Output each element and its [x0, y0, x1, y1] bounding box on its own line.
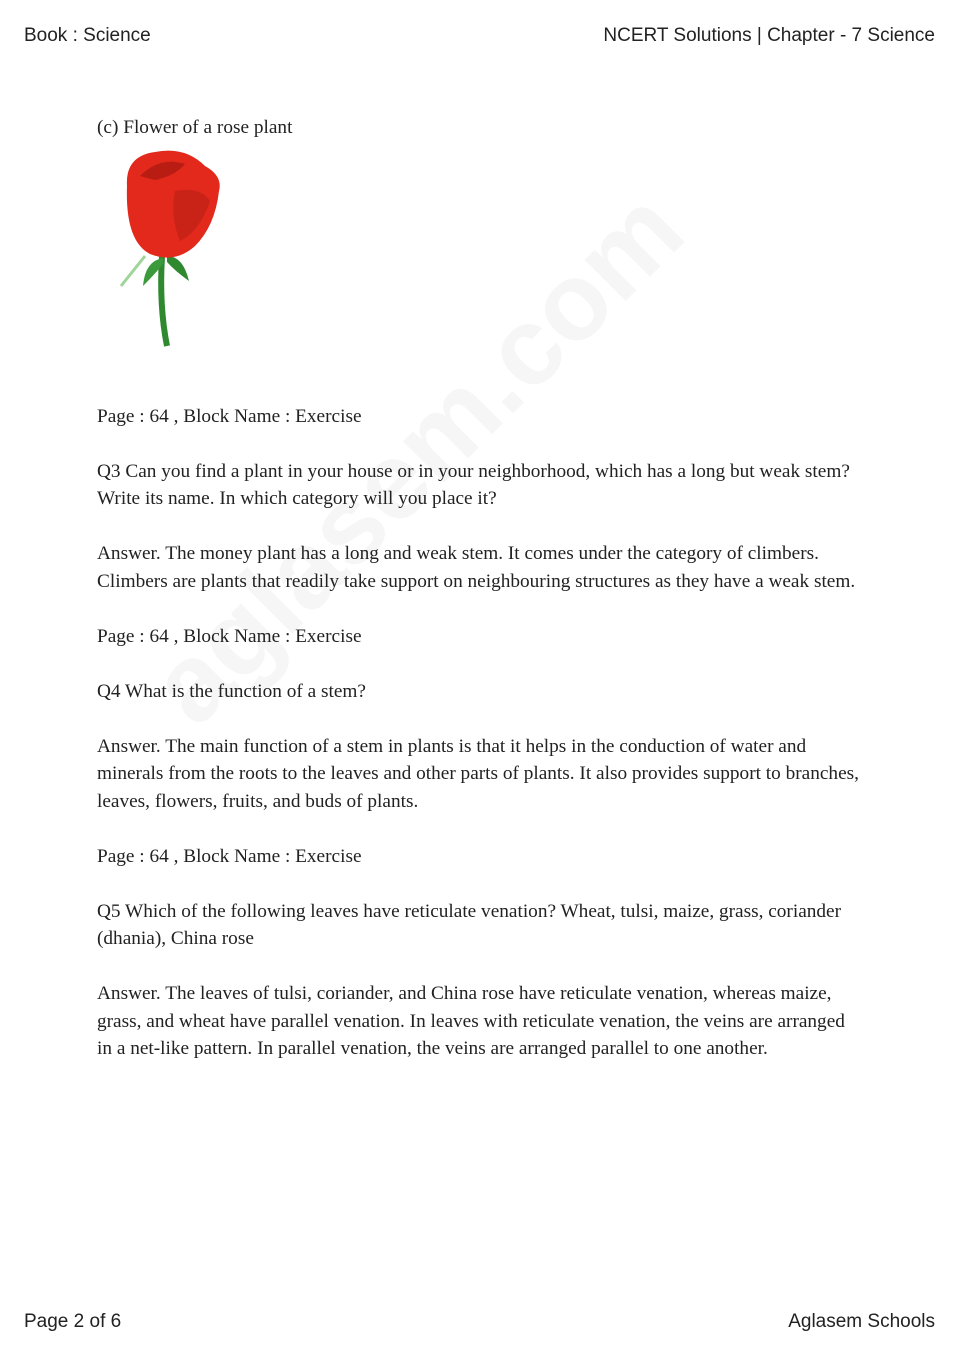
- rose-flower-image: [115, 146, 225, 351]
- answer-5: Answer. The leaves of tulsi, coriander, and China rose have reticulate venation, whereas maize, grass, and wheat have parallel venation. In leaves with reticulate venation, the veins are arranged in a net-like pattern. In parallel venation, the veins are arranged parallel to one another.: [97, 983, 845, 1059]
- header-book-title: Book : Science: [24, 25, 151, 46]
- question-5: Q5 Which of the following leaves have reticulate venation? Wheat, tulsi, maize, grass, coriander (dhania), China rose: [97, 900, 842, 949]
- document-body: [97, 114, 862, 1090]
- answer-4: Answer. The main function of a stem in plants is that it helps in the conduction of water and minerals from the roots to the leaves and other parts of plants. It also provides support to branches, leaves, flowers, fruits, and buds of plants.: [97, 735, 859, 812]
- question-4: Q4 What is the function of a stem?: [97, 680, 366, 702]
- block-ref: Page : 64 , Block Name : Exercise: [97, 625, 362, 647]
- block-ref: Page : 64 , Block Name : Exercise: [97, 405, 362, 427]
- image-caption: (c) Flower of a rose plant: [97, 117, 293, 138]
- header-chapter-title: NCERT Solutions | Chapter - 7 Science: [603, 25, 935, 46]
- block-ref: Page : 64 , Block Name : Exercise: [97, 845, 362, 867]
- footer-publisher: Aglasem Schools: [788, 1311, 935, 1332]
- answer-3: Answer. The money plant has a long and weak stem. It comes under the category of climbers. Climbers are plants that readily take support on neighbouring structures as they have a weak stem.: [97, 543, 856, 592]
- question-3: Q3 Can you find a plant in your house or in your neighborhood, which has a long but weak stem? Write its name. In which category will you place it?: [97, 460, 850, 509]
- footer-page-number: Page 2 of 6: [24, 1311, 122, 1332]
